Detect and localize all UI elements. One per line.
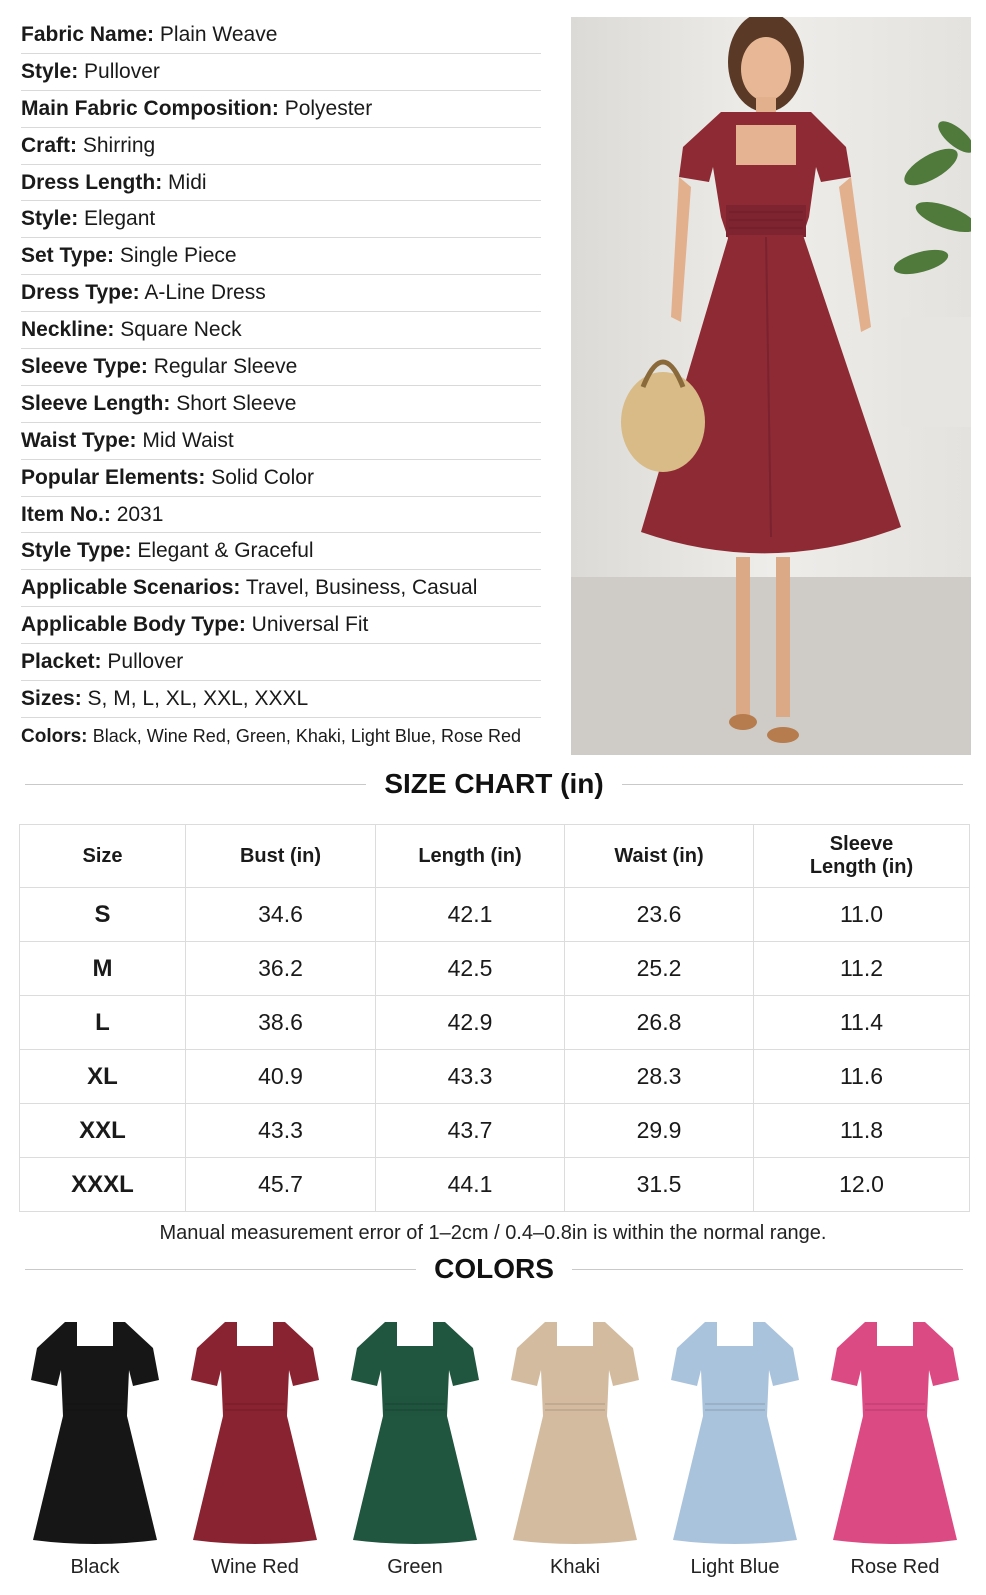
size-cell: M [20, 942, 186, 996]
spec-row [21, 718, 541, 755]
spec-value: Universal Fit [251, 613, 369, 637]
spec-value: Elegant [84, 207, 156, 231]
measurement-cell: 11.4 [754, 996, 970, 1050]
spec-row [21, 607, 541, 644]
measurement-cell: 31.5 [565, 1158, 754, 1212]
table-row [20, 1050, 970, 1104]
spec-value: Shirring [82, 133, 156, 157]
spec-value: Elegant & Graceful [137, 539, 314, 563]
column-header: Sleeve Length (in) [754, 825, 970, 888]
spec-key: Sizes: [21, 687, 82, 711]
size-chart-heading [25, 768, 963, 800]
spec-row [21, 165, 541, 202]
measurement-cell: 42.5 [376, 942, 565, 996]
spec-value: Short Sleeve [176, 391, 297, 415]
spec-value: Polyester [284, 96, 373, 120]
color-swatch [500, 1318, 650, 1588]
model-photo [571, 17, 971, 755]
table-row [20, 1104, 970, 1158]
measurement-cell: 25.2 [565, 942, 754, 996]
size-cell: S [20, 888, 186, 942]
dress-icon [185, 1318, 325, 1546]
color-name: Light Blue [690, 1556, 780, 1578]
spec-key: Main Fabric Composition: [21, 96, 279, 120]
measurement-cell: 29.9 [565, 1104, 754, 1158]
spec-value: Midi [168, 170, 207, 194]
spec-value: Travel, Business, Casual [245, 576, 478, 600]
measurement-cell: 23.6 [565, 888, 754, 942]
color-swatches [20, 1318, 970, 1588]
measurement-cell: 43.3 [376, 1050, 565, 1104]
spec-value: Black, Wine Red, Green, Khaki, Light Blue, Rose Red [92, 725, 521, 746]
table-row [20, 888, 970, 942]
spec-row [21, 201, 541, 238]
color-name: Black [70, 1556, 120, 1578]
spec-key: Craft: [21, 133, 77, 157]
color-swatch [20, 1318, 170, 1588]
dress-icon [665, 1318, 805, 1546]
spec-row [21, 17, 541, 54]
spec-key: Neckline: [21, 318, 115, 342]
column-header: Waist (in) [565, 825, 754, 888]
dress-icon [825, 1318, 965, 1546]
spec-key: Placket: [21, 650, 102, 674]
spec-row [21, 91, 541, 128]
size-cell: XXL [20, 1104, 186, 1158]
measurement-cell: 42.1 [376, 888, 565, 942]
spec-key: Colors: [21, 725, 88, 747]
color-name: Wine Red [211, 1556, 299, 1578]
spec-key: Popular Elements: [21, 465, 206, 489]
spec-key: Fabric Name: [21, 23, 155, 46]
spec-row [21, 312, 541, 349]
spec-row [21, 128, 541, 165]
spec-value: Solid Color [211, 465, 314, 489]
spec-key: Style: [21, 59, 79, 83]
spec-value: S, M, L, XL, XXL, XXXL [87, 687, 309, 711]
spec-row [21, 349, 541, 386]
measurement-cell: 40.9 [186, 1050, 376, 1104]
measurement-cell: 43.3 [186, 1104, 376, 1158]
spec-value: Square Neck [120, 318, 242, 342]
measurement-cell: 12.0 [754, 1158, 970, 1212]
color-name: Khaki [549, 1556, 601, 1578]
spec-row [21, 275, 541, 312]
spec-row [21, 497, 541, 534]
measurement-cell: 44.1 [376, 1158, 565, 1212]
spec-value: Mid Waist [142, 428, 234, 452]
spec-key: Set Type: [21, 244, 114, 268]
dress-icon [505, 1318, 645, 1546]
measurement-cell: 11.2 [754, 942, 970, 996]
measurement-cell: 26.8 [565, 996, 754, 1050]
spec-value: Single Piece [119, 244, 237, 268]
measurement-cell: 45.7 [186, 1158, 376, 1212]
spec-key: Applicable Scenarios: [21, 576, 241, 600]
measurement-cell: 38.6 [186, 996, 376, 1050]
measurement-cell: 11.6 [754, 1050, 970, 1104]
spec-row [21, 644, 541, 681]
spec-row [21, 238, 541, 275]
size-chart-title: SIZE CHART (in) [384, 768, 604, 799]
spec-value: A-Line Dress [144, 281, 266, 305]
spec-value: Plain Weave [159, 23, 278, 46]
size-cell: L [20, 996, 186, 1050]
measurement-cell: 34.6 [186, 888, 376, 942]
spec-row [21, 570, 541, 607]
column-header: Size [20, 825, 186, 888]
color-name: Green [387, 1556, 443, 1578]
model-wearing-wine-red-dress-image [571, 17, 971, 755]
column-header: Bust (in) [186, 825, 376, 888]
dress-icon [345, 1318, 485, 1546]
spec-value: Pullover [84, 59, 160, 83]
color-swatch [180, 1318, 330, 1588]
spec-row [21, 423, 541, 460]
measurement-note: Manual measurement error of 1–2cm / 0.4–0.8in is within the normal range. [159, 1222, 827, 1244]
color-swatch [340, 1318, 490, 1588]
color-swatch [660, 1318, 810, 1588]
spec-key: Dress Type: [21, 281, 140, 305]
spec-key: Dress Length: [21, 170, 163, 194]
spec-row [21, 460, 541, 497]
measurement-cell: 42.9 [376, 996, 565, 1050]
spec-key: Sleeve Type: [21, 355, 148, 379]
size-cell: XXXL [20, 1158, 186, 1212]
spec-row [21, 533, 541, 570]
spec-key: Waist Type: [21, 428, 137, 452]
colors-title: COLORS [434, 1253, 554, 1284]
dress-icon [25, 1318, 165, 1546]
column-header: Length (in) [376, 825, 565, 888]
spec-row [21, 681, 541, 718]
measurement-cell: 43.7 [376, 1104, 565, 1158]
spec-value: Pullover [107, 650, 184, 674]
measurement-cell: 36.2 [186, 942, 376, 996]
colors-heading [25, 1253, 963, 1285]
product-specs-list [21, 17, 541, 755]
measurement-cell: 11.0 [754, 888, 970, 942]
spec-row [21, 386, 541, 423]
spec-value: Regular Sleeve [153, 355, 298, 379]
color-name: Rose Red [850, 1556, 940, 1578]
table-row [20, 942, 970, 996]
spec-value: 2031 [116, 502, 164, 526]
spec-key: Item No.: [21, 502, 111, 526]
spec-row [21, 54, 541, 91]
table-row [20, 1158, 970, 1212]
spec-key: Sleeve Length: [21, 391, 171, 415]
spec-key: Style Type: [21, 539, 132, 563]
color-swatch [820, 1318, 970, 1588]
spec-key: Style: [21, 207, 79, 231]
measurement-cell: 28.3 [565, 1050, 754, 1104]
size-chart-table [19, 824, 970, 1212]
spec-key: Applicable Body Type: [21, 613, 246, 637]
measurement-cell: 11.8 [754, 1104, 970, 1158]
size-cell: XL [20, 1050, 186, 1104]
table-row [20, 996, 970, 1050]
